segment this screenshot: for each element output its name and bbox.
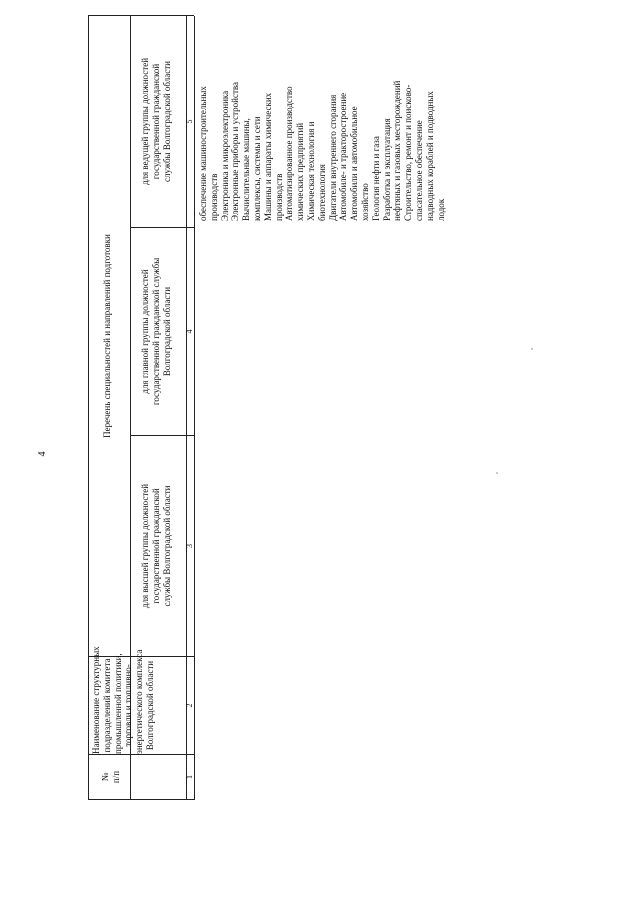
specialty-item: надводных кораблей и подводных [424, 91, 435, 221]
specialty-item: производств [208, 173, 219, 221]
scan-speck [496, 472, 498, 474]
col-name-header-line: энергетического комплекса [134, 649, 145, 754]
specialty-item: комплексы, системы и сети [251, 116, 262, 221]
specialty-item: Геология нефти и газа [370, 136, 381, 221]
sub-header-leading-group [140, 16, 184, 227]
col-no-header-line: п/п [110, 770, 121, 784]
sub-header-line: для высшей группы должностей [140, 483, 150, 609]
specialty-item: хозяйство [359, 183, 370, 221]
col-number-2: 2 [185, 703, 194, 708]
sub-header-line: государственной гражданской [150, 488, 161, 604]
specialty-item: химических предприятий [295, 122, 306, 221]
sub-header-line: государственной гражданской [150, 63, 161, 180]
col-number-1: 1 [185, 775, 194, 779]
group-header [102, 16, 118, 656]
specialties-list [198, 16, 498, 221]
specialty-item: биотехнология [316, 164, 327, 221]
col-number-5: 5 [185, 119, 194, 124]
group-header-text: Перечень специальностей и направлений подготовки [102, 234, 112, 438]
specialty-item: производств [273, 173, 284, 221]
specialty-item: Строительство, ремонт и поисково- [403, 84, 414, 221]
scan-speck [531, 348, 533, 350]
col-name-header-line: подразделений комитета [101, 658, 112, 753]
sub-header-line: для ведущей группы должностей [140, 57, 150, 186]
col-number-3: 3 [185, 544, 194, 548]
sub-header-line: Волгоградской области [161, 286, 172, 377]
col-no-header-line: № [100, 772, 110, 782]
specialty-item: обеспечение машиностроительных [198, 86, 208, 221]
sub-header-line: службы Волгоградской области [161, 61, 172, 183]
col-border-0 [88, 799, 194, 800]
col-name-header [91, 646, 169, 754]
specialty-item: нефтяных и газовых месторождений [392, 80, 403, 221]
sub-header-highest-group [140, 436, 184, 656]
specialty-item: спасательное обеспечение [413, 120, 424, 221]
sub-header-line: государственной гражданской службы [150, 257, 161, 406]
table-top-border [88, 16, 89, 800]
col-name-header-line: промышленной политики, [112, 653, 123, 754]
col-number-4: 4 [185, 329, 194, 334]
specialty-item: Вычислительные машины, [241, 118, 252, 221]
specialty-item: Автомобили и автомобильное [349, 106, 360, 221]
sub-header-main-group [140, 228, 184, 435]
specialty-item: Автомобиле- и тракторостроение [338, 92, 349, 221]
specialty-item: Разработка и эксплуатация [381, 118, 392, 221]
specialty-item: Электроника и микроэлектроника [219, 90, 230, 221]
col-name-header-line: Волгоградской области [144, 660, 155, 751]
page-number: 4 [37, 451, 48, 457]
specialty-item: Машины и аппараты химических [262, 92, 273, 221]
col-name-header-line: торговли и топливно- [123, 664, 134, 747]
specialty-item: лодок [435, 198, 446, 221]
specialty-item: Двигатели внутреннего сгорания [327, 94, 338, 221]
specialty-item: Автоматизированное производство [284, 86, 295, 221]
sub-header-line: для главной группы должностей [140, 269, 150, 394]
specialties-table [88, 16, 496, 819]
specialty-item: Химическая технология и [305, 121, 316, 221]
col-name-header-line: Наименование структурных [91, 646, 101, 754]
sub-header-line: службы Волгоградской области [161, 485, 172, 607]
col-no-header [100, 755, 130, 799]
specialty-item: Электронные приборы и устройства [230, 81, 241, 221]
